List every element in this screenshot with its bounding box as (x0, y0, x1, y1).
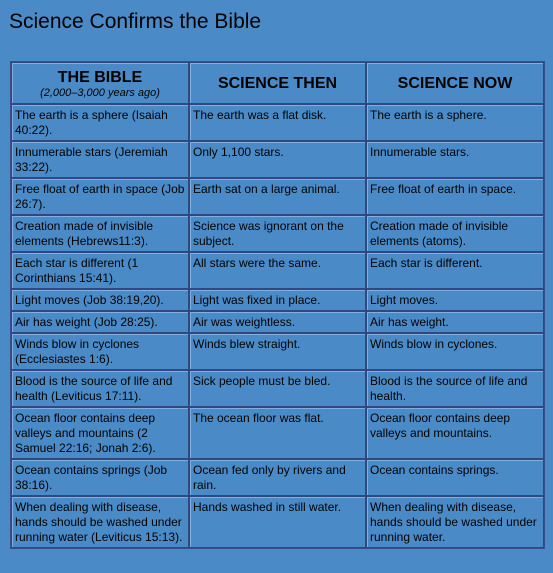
cell-science-now: Ocean floor contains deep valleys and mountains. (366, 407, 544, 459)
cell-science-now: The earth is a sphere. (366, 104, 544, 141)
comparison-table (10, 61, 545, 549)
cell-science-then: Air was weightless. (189, 311, 366, 333)
table-row (11, 252, 544, 289)
cell-science-then: Winds blew straight. (189, 333, 366, 370)
cell-science-then: All stars were the same. (189, 252, 366, 289)
cell-bible: Each star is different (1 Corinthians 15:41). (11, 252, 189, 289)
column-header-science-now: SCIENCE NOW (366, 62, 544, 104)
table-row (11, 104, 544, 141)
cell-science-then: Earth sat on a large animal. (189, 178, 366, 215)
cell-science-now: Ocean contains springs. (366, 459, 544, 496)
table-row (11, 459, 544, 496)
cell-bible: Blood is the source of life and health (Leviticus 17:11). (11, 370, 189, 407)
cell-science-then: The earth was a flat disk. (189, 104, 366, 141)
cell-science-now: Innumerable stars. (366, 141, 544, 178)
cell-science-now: Creation made of invisible elements (atoms). (366, 215, 544, 252)
cell-science-then: Ocean fed only by rivers and rain. (189, 459, 366, 496)
table-row (11, 215, 544, 252)
table-row (11, 333, 544, 370)
cell-bible: When dealing with disease, hands should be washed under running water (Leviticus 15:13). (11, 496, 189, 548)
column-header-bible-subtitle: (2,000–3,000 years ago) (40, 87, 160, 99)
cell-science-now: When dealing with disease, hands should be washed under running water. (366, 496, 544, 548)
cell-science-now: Free float of earth in space. (366, 178, 544, 215)
column-header-bible-label: THE BIBLE (57, 69, 143, 86)
table-row (11, 370, 544, 407)
table-row (11, 407, 544, 459)
cell-bible: Ocean floor contains deep valleys and mountains (2 Samuel 22:16; Jonah 2:6). (11, 407, 189, 459)
column-header-science-then: SCIENCE THEN (189, 62, 366, 104)
table-row (11, 141, 544, 178)
cell-science-then: Science was ignorant on the subject. (189, 215, 366, 252)
page-title: Science Confirms the Bible (9, 10, 262, 33)
table-row (11, 496, 544, 548)
table-row (11, 289, 544, 311)
cell-science-then: Hands washed in still water. (189, 496, 366, 548)
column-header-bible (11, 62, 189, 104)
table-row (11, 311, 544, 333)
cell-science-then: Light was fixed in place. (189, 289, 366, 311)
cell-science-now: Winds blow in cyclones. (366, 333, 544, 370)
cell-bible: Air has weight (Job 28:25). (11, 311, 189, 333)
cell-science-now: Blood is the source of life and health. (366, 370, 544, 407)
cell-science-now: Light moves. (366, 289, 544, 311)
cell-bible: Creation made of invisible elements (Hebrews11:3). (11, 215, 189, 252)
cell-bible: Innumerable stars (Jeremiah 33:22). (11, 141, 189, 178)
cell-science-then: The ocean floor was flat. (189, 407, 366, 459)
cell-science-now: Air has weight. (366, 311, 544, 333)
cell-science-now: Each star is different. (366, 252, 544, 289)
table-header-row (11, 62, 544, 104)
cell-bible: Free float of earth in space (Job 26:7). (11, 178, 189, 215)
cell-bible: Light moves (Job 38:19,20). (11, 289, 189, 311)
cell-science-then: Only 1,100 stars. (189, 141, 366, 178)
cell-bible: Ocean contains springs (Job 38:16). (11, 459, 189, 496)
table-row (11, 178, 544, 215)
cell-bible: Winds blow in cyclones (Ecclesiastes 1:6). (11, 333, 189, 370)
cell-bible: The earth is a sphere (Isaiah 40:22). (11, 104, 189, 141)
cell-science-then: Sick people must be bled. (189, 370, 366, 407)
